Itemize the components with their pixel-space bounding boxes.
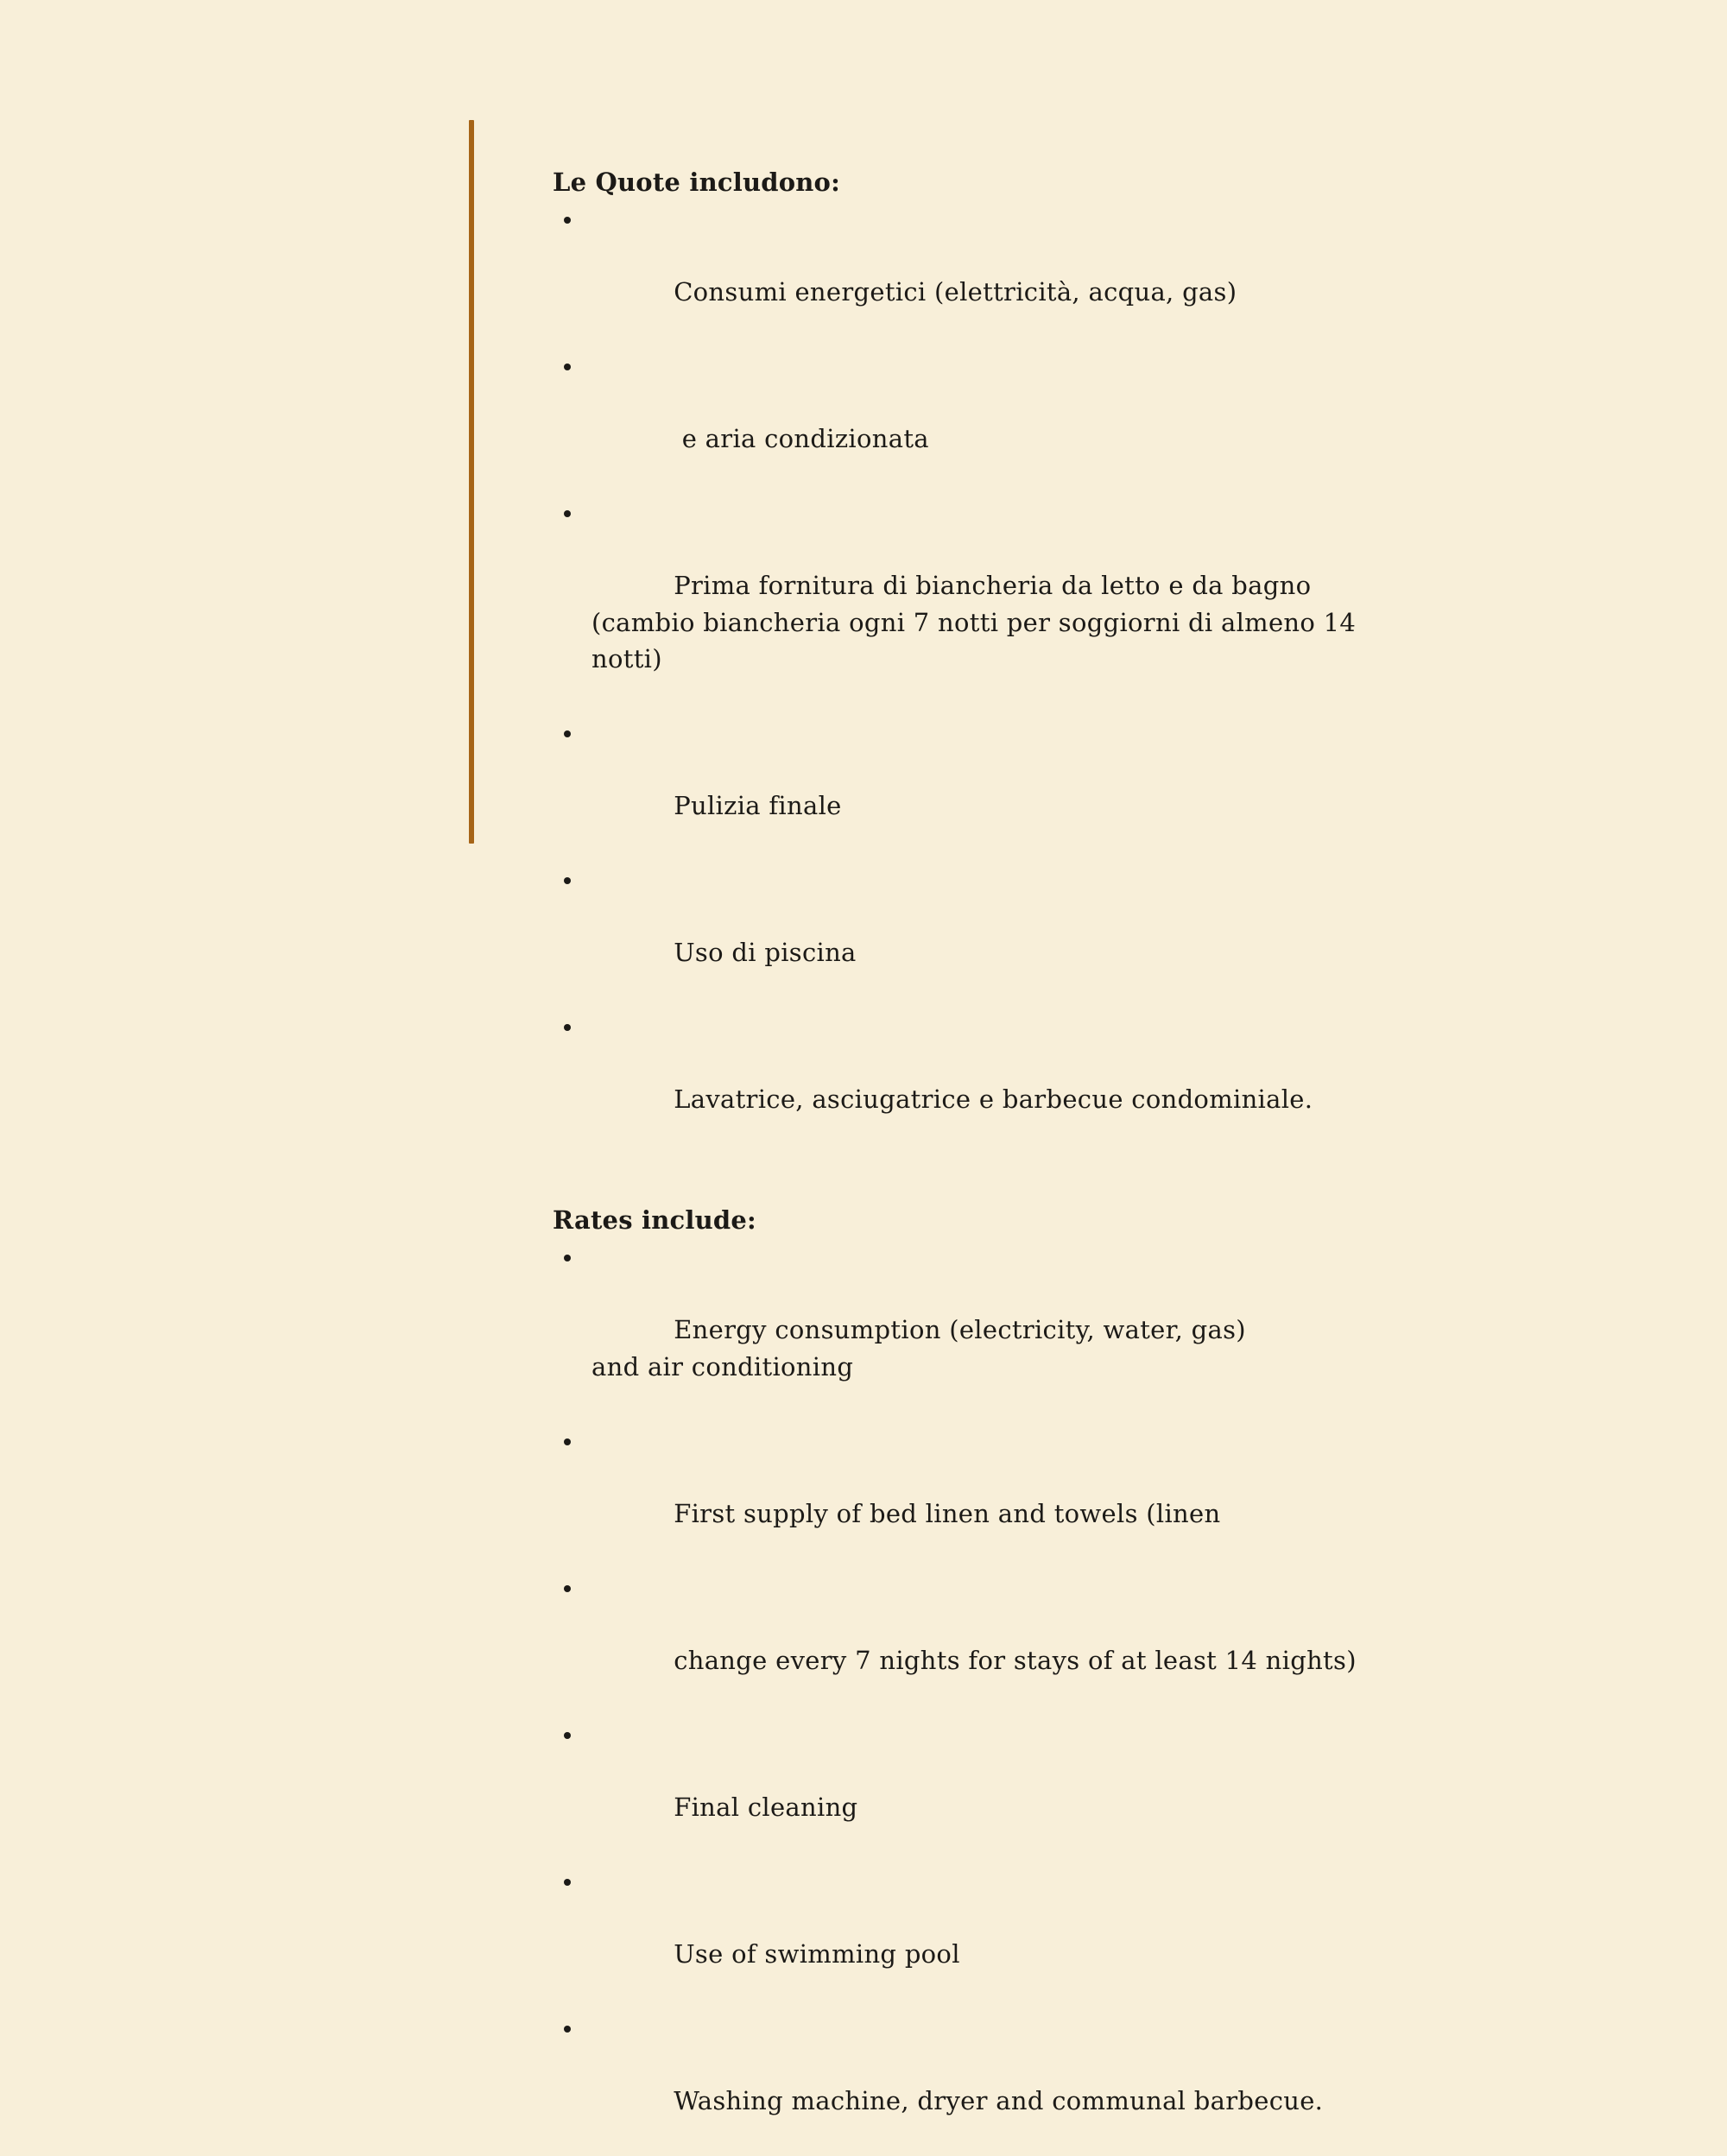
english-rates-section <box>553 1202 1416 2156</box>
english-list-item <box>553 1569 1416 1716</box>
italian-item-text: Lavatrice, asciugatrice e barbecue condominiale. <box>674 1084 1313 1114</box>
italian-rates-heading: Le Quote includono: <box>553 168 840 197</box>
rates-content <box>553 164 1416 2156</box>
english-item-text: Washing machine, dryer and communal barbecue. <box>674 2085 1324 2115</box>
italian-list-item <box>553 494 1369 714</box>
bullet-icon <box>564 510 571 517</box>
italian-item-text: e aria condizionata <box>674 424 929 453</box>
bullet-icon <box>564 730 571 737</box>
bullet-icon <box>564 1438 571 1445</box>
italian-item-text: Consumi energetici (elettricità, acqua, gas) <box>674 277 1237 307</box>
italian-item-text: Uso di piscina <box>674 938 857 967</box>
italian-item-text: Prima fornitura di biancheria da letto e da bagno (cambio biancheria ogni 7 notti per soggiorni di almeno 14 notti) <box>591 571 1364 673</box>
bullet-icon <box>564 2026 571 2033</box>
italian-list-item <box>553 1008 1416 1154</box>
english-item-text: Final cleaning <box>674 1792 858 1822</box>
english-rates-heading: Rates include: <box>553 1205 756 1235</box>
bullet-icon <box>564 217 571 224</box>
english-item-text: Energy consumption (electricity, water, gas) and air conditioning <box>591 1315 1255 1381</box>
english-list-item <box>553 1422 1416 1569</box>
bullet-icon <box>564 1732 571 1739</box>
english-item-text: First supply of bed linen and towels (linen <box>674 1498 1221 1528</box>
english-list-item <box>553 1716 1416 1862</box>
english-rates-list <box>553 1238 1416 2156</box>
italian-list-item <box>553 861 1416 1008</box>
italian-list-item <box>553 347 1416 494</box>
english-list-item <box>553 1862 1416 2009</box>
italian-item-text: Pulizia finale <box>674 791 842 820</box>
italian-rates-list <box>553 200 1416 1154</box>
english-list-item <box>553 1238 1291 1422</box>
bullet-icon <box>564 1024 571 1031</box>
bullet-icon <box>564 1879 571 1886</box>
bullet-icon <box>564 364 571 370</box>
english-item-text: Use of swimming pool <box>674 1938 960 1969</box>
bullet-icon <box>564 877 571 884</box>
bullet-icon <box>564 1585 571 1592</box>
bullet-icon <box>564 1255 571 1261</box>
english-list-item <box>553 2009 1416 2156</box>
italian-list-item <box>553 200 1416 347</box>
italian-list-item <box>553 714 1416 861</box>
italian-rates-section <box>553 164 1416 1154</box>
english-item-text: change every 7 nights for stays of at least 14 nights) <box>674 1645 1357 1675</box>
vertical-accent-line <box>469 120 474 844</box>
